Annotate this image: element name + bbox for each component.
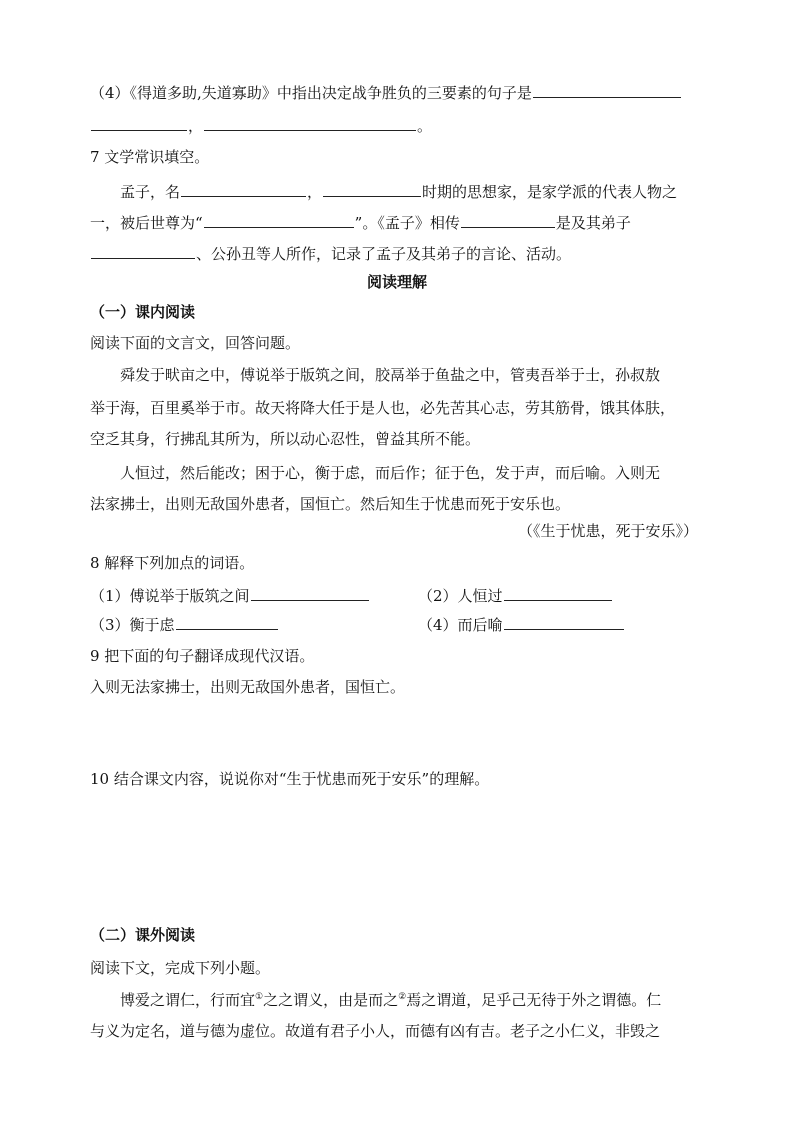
footnote-marker: ①: [255, 992, 264, 1002]
answer-blank[interactable]: [533, 81, 681, 98]
text: ”。《孟子》相传: [354, 214, 460, 232]
answer-blank[interactable]: [251, 584, 369, 601]
text: （2）人恒过: [418, 587, 503, 605]
passage1-line: 人恒过，然后能改；困于心，衡于虑，而后作；征于色，发于声，而后喻。入则无: [120, 464, 661, 482]
text: 之之谓义，由是而之: [263, 991, 399, 1009]
text: 是及其弟子: [555, 214, 631, 232]
q8-title: 8 解释下列加点的词语。: [90, 554, 255, 572]
passage1-source: （《生于忧患，死于安乐》）: [517, 522, 698, 540]
q9-title: 9 把下面的句子翻译成现代汉语。: [90, 647, 315, 665]
answer-blank[interactable]: [204, 211, 354, 228]
part1-heading: （一）课内阅读: [90, 303, 196, 321]
text: 、公孙丑等人所作，记录了孟子及其弟子的言论、活动。: [196, 245, 572, 263]
text: 时期的思想家，是家学派的代表人物之: [422, 183, 678, 201]
text: 博爱之谓仁，行而宜: [120, 991, 256, 1009]
text: 孟子，名: [120, 183, 181, 201]
answer-blank[interactable]: [323, 180, 421, 197]
q6-4-line1: [90, 81, 682, 104]
answer-blank[interactable]: [204, 114, 416, 131]
passage2-line: [120, 989, 661, 1011]
text: （3）衡于虑: [90, 616, 175, 634]
q10-title: 10 结合课文内容，说说你对“生于忧患而死于安乐”的理解。: [90, 770, 490, 788]
text: ，: [307, 183, 323, 201]
part1-instruction: 阅读下面的文言文，回答问题。: [90, 334, 301, 352]
q8-item-2: [418, 584, 613, 607]
text: （1）傅说举于版筑之间: [90, 587, 250, 605]
section-title: 阅读理解: [366, 273, 427, 291]
answer-blank[interactable]: [181, 180, 306, 197]
answer-blank[interactable]: [176, 613, 278, 630]
answer-blank[interactable]: [91, 242, 195, 259]
q9-sentence: 入则无法家拂士，出则无敌国外患者，国恒亡。: [90, 678, 406, 696]
q6-4-line2: [90, 114, 432, 137]
q7-line3: [90, 242, 571, 265]
answer-blank[interactable]: [504, 584, 612, 601]
passage1-line: 举于海，百里奚举于市。故天将降大任于是人也，必先苦其心志，劳其筋骨，饿其体肤，: [90, 399, 676, 417]
q8-item-4: [418, 613, 625, 636]
text: 焉之谓道，足乎己无待于外之谓德。仁: [406, 991, 662, 1009]
passage1-line: 法家拂士，出则无敌国外患者，国恒亡。然后知生于忧患而死于安乐也。: [90, 495, 571, 513]
part2-heading: （二）课外阅读: [90, 926, 196, 944]
answer-blank[interactable]: [461, 211, 555, 228]
part2-instruction: 阅读下文，完成下列小题。: [90, 959, 271, 977]
text: 一，被后世尊为“: [90, 214, 203, 232]
footnote-marker: ②: [398, 992, 407, 1002]
q7-title: 7 文学常识填空。: [90, 148, 210, 166]
q7-line2: [90, 211, 631, 234]
answer-blank[interactable]: [91, 114, 187, 131]
answer-blank[interactable]: [504, 613, 624, 630]
q8-item-3: [90, 613, 279, 636]
separator: ，: [188, 117, 204, 135]
text: （4）而后喻: [418, 616, 503, 634]
period: 。: [417, 117, 433, 135]
q6-4-prompt: （4）《得道多助,失道寡助》中指出决定战争胜负的三要素的句子是: [90, 84, 532, 102]
passage1-line: 空乏其身，行拂乱其所为，所以动心忍性，曾益其所不能。: [90, 430, 481, 448]
passage2-line: 与义为定名，道与德为虚位。故道有君子小人，而德有凶有吉。老子之小仁义，非毁之: [90, 1022, 661, 1040]
q8-item-1: [90, 584, 370, 607]
passage1-line: 舜发于畎亩之中，傅说举于版筑之间，胶鬲举于鱼盐之中，管夷吾举于士，孙叔敖: [120, 366, 661, 384]
q7-line1: [120, 180, 677, 203]
